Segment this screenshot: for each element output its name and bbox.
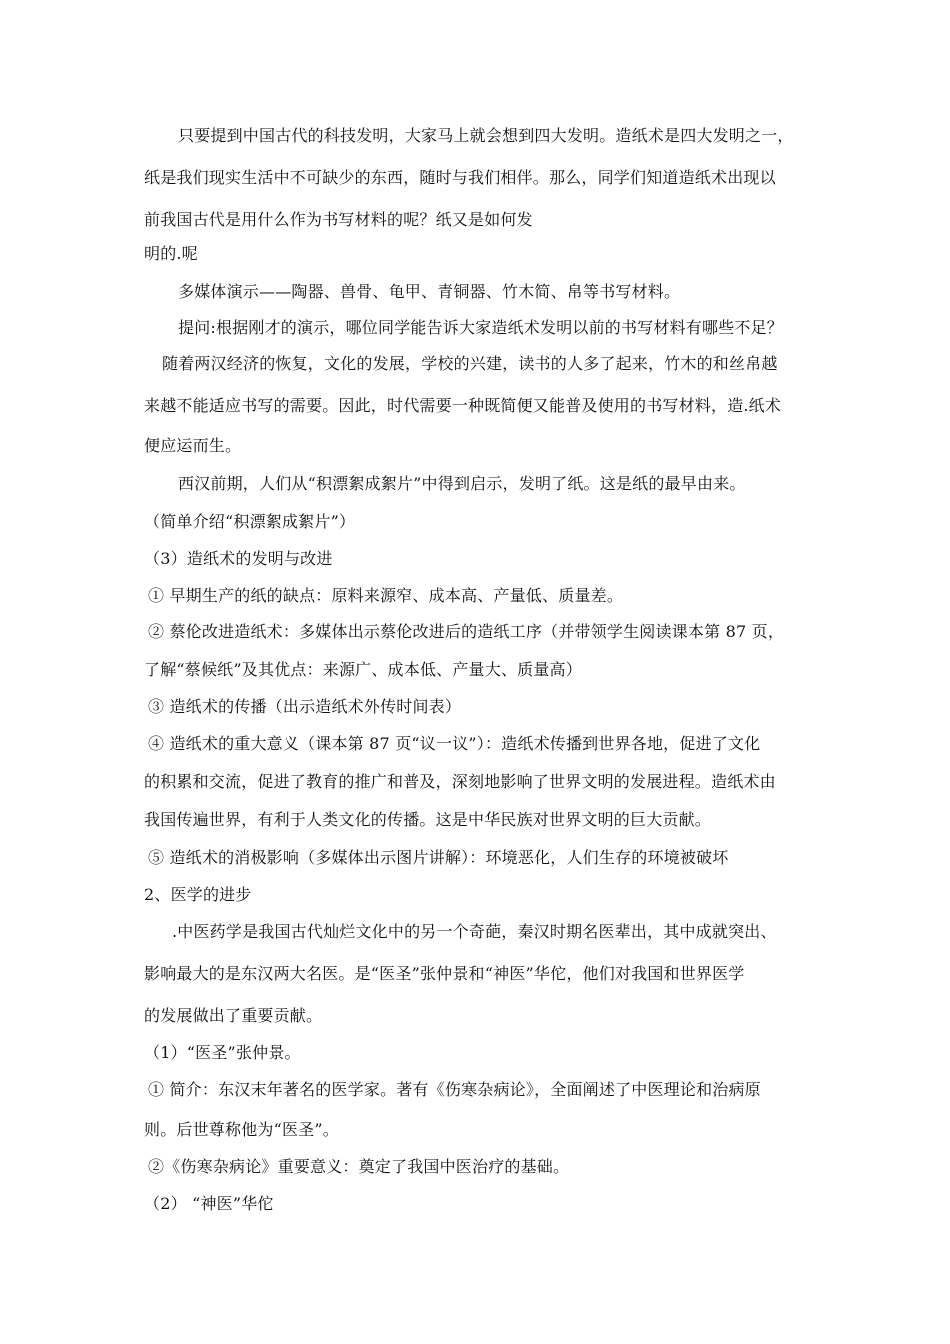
paragraph-line: 多媒体演示——陶器、兽骨、龟甲、青铜器、竹木简、帛等书写材料。 [178,282,681,301]
section-heading: （2） “神医”华佗 [144,1194,274,1213]
paragraph-line: 的积累和交流，促进了教育的推广和普及，深刻地影响了世界文明的发展进程。造纸术由 [144,772,776,791]
section-heading: （1）“医圣”张仲景。 [144,1043,301,1062]
list-item: ④ 造纸术的重大意义（课本第 87 页“议一议”）：造纸术传播到世界各地，促进了文化 [148,734,761,753]
paragraph-line: 只要提到中国古代的科技发明，大家马上就会想到四大发明。造纸术是四大发明之一， [178,126,794,145]
paragraph-line: 明的.呢 [144,244,198,263]
list-item: ② 蔡伦改进造纸术：多媒体出示蔡伦改进后的造纸工序（并带领学生阅读课本第 87 页， [148,622,785,641]
list-item: ②《伤寒杂病论》重要意义：奠定了我国中医治疗的基础。 [148,1157,570,1176]
paragraph-line: 便应运而生。 [144,436,242,455]
paragraph-line: 西汉前期，人们从“积漂絮成絮片”中得到启示，发明了纸。这是纸的最早由来。 [178,474,746,493]
paragraph-line: 则。后世尊称他为“医圣”。 [144,1120,339,1139]
section-heading: （3）造纸术的发明与改进 [144,549,333,568]
paragraph-line: 纸是我们现实生活中不可缺少的东西，随时与我们相伴。那么，同学们知道造纸术出现以 [144,168,776,187]
paragraph-line: 了解“蔡候纸”及其优点：来源广、成本低、产量大、质量高） [144,660,582,679]
list-item: ⑤ 造纸术的消极影响（多媒体出示图片讲解）：环境恶化，人们生存的环境被破坏 [148,848,729,867]
paragraph-line: 我国传遍世界，有利于人类文化的传播。这是中华民族对世界文明的巨大贡献。 [144,810,712,829]
paragraph-line: 影响最大的是东汉两大名医。是“医圣”张仲景和“神医”华佗，他们对我国和世界医学 [144,964,745,983]
section-heading: 2、医学的进步 [144,885,252,904]
paragraph-line: 随着两汉经济的恢复，文化的发展，学校的兴建，读书的人多了起来，竹木的和丝帛越 [162,354,778,373]
list-item: ③ 造纸术的传播（出示造纸术外传时间表） [148,697,462,716]
paragraph-line: 提问:根据刚才的演示，哪位同学能告诉大家造纸术发明以前的书写材料有哪些不足？ [178,318,783,337]
paragraph-line: （简单介绍“积漂絮成絮片”） [144,512,356,531]
list-item: ① 简介：东汉末年著名的医学家。著有《伤寒杂病论》，全面阐述了中医理论和治病原 [148,1080,761,1099]
paragraph-line: 前我国古代是用什么作为书写材料的呢？纸又是如何发 [144,210,533,229]
paragraph-line: .中医药学是我国古代灿烂文化中的另一个奇葩，秦汉时期名医辈出，其中成就突出、 [172,922,777,941]
list-item: ① 早期生产的纸的缺点：原料来源窄、成本高、产量低、质量差。 [148,586,624,605]
paragraph-line: 来越不能适应书写的需要。因此，时代需要一种既简便又能普及使用的书写材料，造.纸术 [144,396,782,415]
paragraph-line: 的发展做出了重要贡献。 [144,1006,323,1025]
